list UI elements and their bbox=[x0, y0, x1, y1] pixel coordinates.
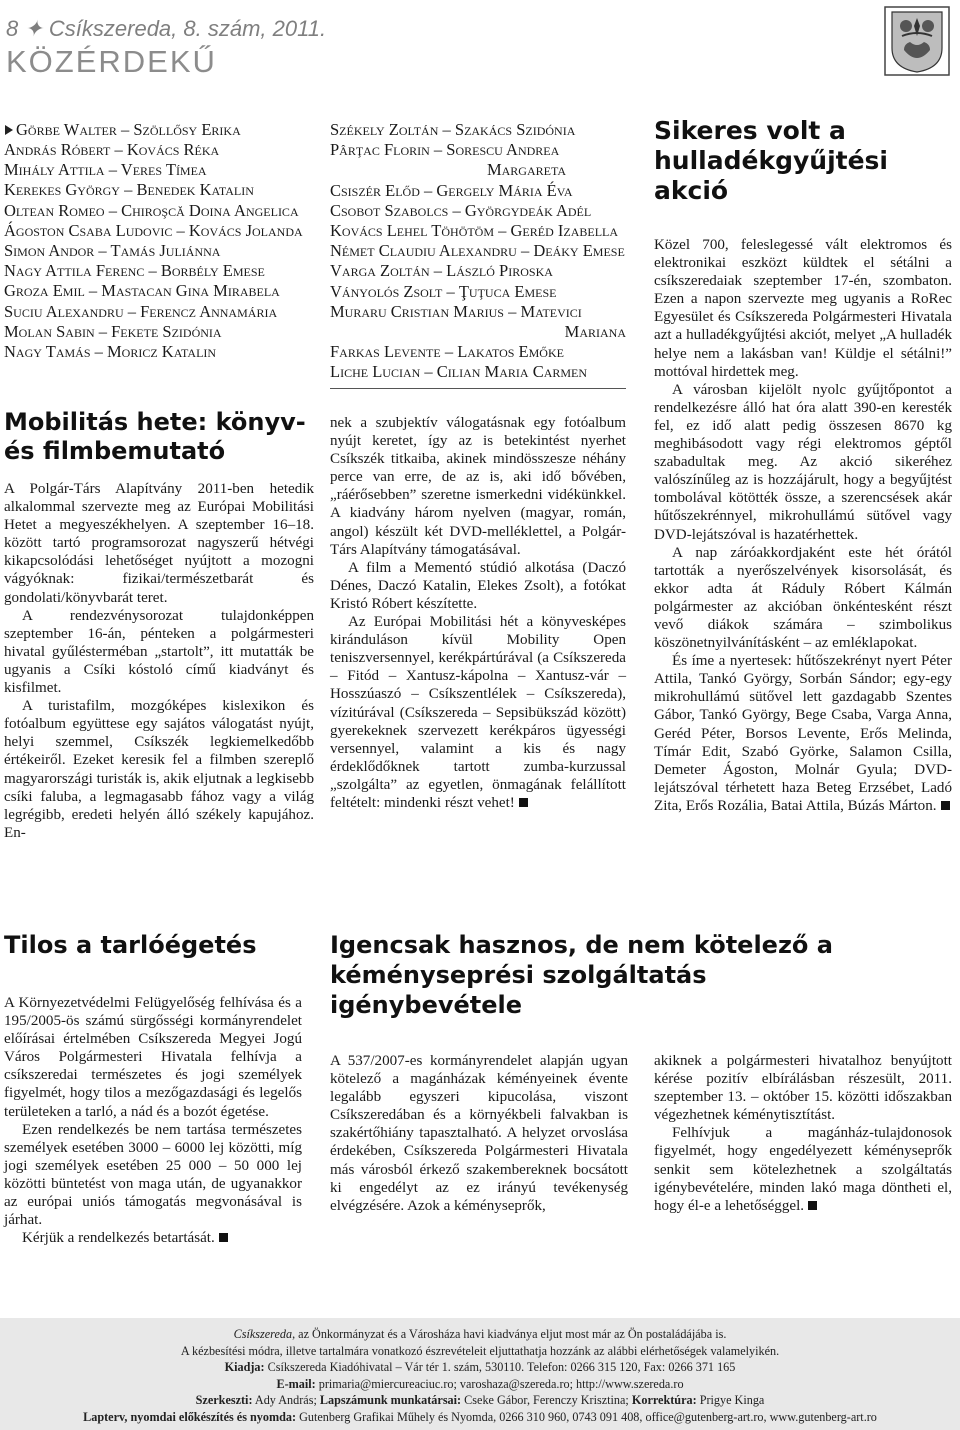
footer-line: Kiadja: Csíkszereda Kiadóhivatal – Vár tér 1. szám, 530110. Telefon: 0266 315 120, Fax: 0266 371 165 bbox=[224, 1360, 736, 1375]
couples-list-left bbox=[16, 120, 316, 140]
paragraph: A Környezetvédelmi Felügyelőség felhívása és a 195/2005-ös számú sürgősségi kormányrendelet előírásai értelmében Csíkszereda Megyei Jogú Város Polgármesteri Hivatala felhívja a csíkszeredai természetes és jogi személyek figyelmét, hogy tilos a mezőgazdasági és legelős területeken a tarló, a nád és a bozót égetése. bbox=[4, 995, 302, 1120]
couples-list-mid bbox=[330, 120, 626, 383]
couple-item: Csiszér Előd – Gergely Mária Éva bbox=[330, 180, 573, 200]
couple-item: Nagy Attila Ferenc – Borbély Emese bbox=[4, 261, 265, 281]
paragraph: Ezen rendelkezés be nem tartása természetes személyek esetében 3000 – 6000 lej közötti, míg jogi személyek esetében 25 000 – 50 000 lej közötti büntetést von maga után, de ugyanakkor az európai uniós támogatás megvonásával is járhat. bbox=[4, 1121, 302, 1229]
couple-item: Liche Lucian – Cilian Maria Carmen bbox=[330, 362, 588, 382]
end-mark-icon bbox=[941, 801, 950, 810]
couple-item: Oltean Romeo – Chiroşcă Doina Angelica bbox=[4, 200, 299, 220]
tilos-headline: Tilos a tarlóégetés bbox=[4, 931, 257, 959]
couple-item: Pârţac Florin – Sorescu Andrea bbox=[330, 140, 560, 160]
end-mark-icon bbox=[519, 798, 528, 807]
mobilitas-col2 bbox=[330, 414, 626, 812]
footer-line: Lapterv, nyomdai előkészítés és nyomda: Gutenberg Grafikai Műhely és Nyomda, 0266 310 960, 0743 091 408, office@gutenberg-art.ro, www.gutenberg-art.ro bbox=[83, 1409, 877, 1424]
paragraph: akiknek a polgármesteri hivatalhoz benyújtott kérése pozitív elbírálásban részesült, 2011. szeptember 13. – október 15. közötti időszakban végezhetnek kéménytisztítást. bbox=[654, 1053, 952, 1124]
couple-item: Molan Sabin – Fekete Szidónia bbox=[4, 321, 222, 341]
tilos-body bbox=[4, 994, 302, 1247]
couple-item: Mihály Attila – Veres Tímea bbox=[4, 160, 207, 180]
end-mark-icon bbox=[219, 1233, 228, 1242]
couple-item: Kerekes György – Benedek Katalin bbox=[4, 180, 254, 200]
paragraph: Közel 700, feleslegessé vált elektromos és elektronikai eszközt küldtek el sétálni a csíkszeredaiak szeptember 17-én, szombaton. Ezen a napon szervezte meg ugyanis a RoRec Egyesület és Csíkszereda Polgármesteri Hivatala azt a hulladékgyűjtési akciót, melyet „A hulladék helye nem a lakásban van! Küldje el sétálni!” mottóval hirdettek meg. bbox=[654, 237, 952, 380]
sikeres-headline: Sikeres volt a hulladékgyűjtési akció bbox=[654, 116, 888, 205]
sikeres-body bbox=[654, 236, 952, 815]
igencsak-col2 bbox=[654, 1052, 952, 1215]
paragraph: A 537/2007-es kormányrendelet alapján ugyan kötelező a magánházak kéményeinek évente legalább egyszeri kipucolása, viszont Csíkszeredában és a környékbeli falvakban is szakértőhiány tapasztalható. A helyzet orvoslása érdekében, Csíkszereda Polgármesteri Hivatala más városból érkező szakembereknek bocsátott ki engedélyt az ez irányú tevékenység elvégzésére. Azok a kéményseprők, bbox=[330, 1053, 628, 1214]
mobilitas-col1 bbox=[4, 480, 314, 842]
couple-item-continued: Margareta bbox=[486, 160, 566, 180]
paragraph: Kérjük a rendelkezés betartását. bbox=[4, 1229, 302, 1247]
paragraph: A Polgár-Társ Alapítvány 2011-ben hetedik alkalommal szervezte meg az Európai Mobilitási Hetet a megyeszékhelyen. A szeptember 16–18. között tartó programsorozat nagyszerű hétvégi kikapcsolódási lehetőséget nyújtott a mozogni vágyóknak: fizikai/természetbarát és gondolati/könyvbarát teret. bbox=[4, 481, 314, 606]
footer-line: Szerkeszti: Ady András; Lapszámunk munkatársai: Cseke Gábor, Ferenczy Krisztina; Korrektúra: Prigye Kinga bbox=[195, 1393, 765, 1408]
couple-item: Groza Emil – Mastacan Gina Mirabela bbox=[4, 281, 280, 301]
couple-item: Nagy Tamás – Moricz Katalin bbox=[4, 342, 217, 362]
footer-line: Csíkszereda, az Önkormányzat és a Városháza havi kiadványa eljut most már az Ön postaládájába is. bbox=[233, 1327, 727, 1341]
paragraph: A városban kijelölt nyolc gyűjtőpontot a rendelkezésre álló hat óra alatt 390-en keresték fel, ez idő alatt pedig összesen 8670 kg meghibásodott vagy régi elektromos géptől szabadultak meg. Az akció sikeréhez valószínűleg az is hozzájárult, hogy a begyűjtést tombolával kötötték össze, a szerencsések akár hűtőszekrénnyel, mikrohullámú sütővel vagy DVD-lejátszóval is hazatérhettek. bbox=[654, 381, 952, 543]
couple-item-continued: Mariana bbox=[564, 322, 626, 342]
issue-line: 8 ✦ Csíkszereda, 8. szám, 2011. bbox=[6, 16, 327, 41]
paragraph: A nap záróakkordjaként este hét órától tartották a nyerőszelvények kisorsolását, és ekkor adta át Ráduly Róbert Kálmán polgármester az akcióban önkéntesként részt vevő diákok számára – szimbolikus köszönetnyilvánításként – az emléklapokat. bbox=[654, 544, 952, 652]
couple-item: Székely Zoltán – Szakács Szidónia bbox=[330, 120, 576, 139]
couple-item: Görbe Walter – Szöllősy Erika bbox=[16, 120, 241, 139]
section-title: KÖZÉRDEKŰ bbox=[6, 44, 217, 79]
bullet-triangle-icon bbox=[4, 124, 14, 136]
couple-item: Kovács Lehel Töhötöm – Geréd Izabella bbox=[330, 221, 619, 241]
paragraph: A turistafilm, mozgóképes kislexikon és fotóalbum együttese egy sajátos válogatást nyújt, helyi szemmel, Csíkszék legkiemelkedőbb értékeiről. Ezeket keresik fel a filmben szereplő magyarországi turisták is, akik eljutnak a legkisebb csíki faluba, a legmagasabb fához vagy a világ legrégibb, eredeti helyén álló székely kapujához. En- bbox=[4, 698, 314, 841]
paragraph: Az Európai Mobilitási hét a könyvesképes kiránduláson kívül Mobility Open teniszversennyel, kerékpártúrával (a Csíkszereda – Fitód – Xantusz-kápolna – Xantusz-vár – Hosszúaszó – Csíkszentlélek – Csíkszereda), vízitúrával (Csíkszereda – Sepsibükszád között) gyerekeknek szervezett kerékpáros ügyességi versennyel, valamint a kis és nagy érdeklődőknek tartott zumba-kurzussal „szolgálta” az egyetlen, önmagának felállított feltételt: mindenki részt vehet! bbox=[330, 614, 626, 811]
paragraph: Felhívjuk a magánház-tulajdonosok figyelmét, hogy engedélyezett kéményseprők senkit sem kötelezhetnek a szolgáltatás igénybevételére, minden lakó maga döntheti el, hogy él-e a lehetőséggel. bbox=[654, 1125, 952, 1214]
city-crest-icon bbox=[884, 6, 950, 76]
igencsak-headline: Igencsak hasznos, de nem kötelező a kéményseprési szolgáltatás igénybevétele bbox=[330, 931, 833, 1019]
couple-item: Farkas Levente – Lakatos Emőke bbox=[330, 342, 564, 362]
couple-item: Simon Andor – Tamás Juliánna bbox=[4, 241, 221, 261]
couple-item: Csobot Szabolcs – Györgydeák Adél bbox=[330, 200, 592, 220]
divider bbox=[330, 388, 626, 389]
paragraph: És íme a nyertesek: hűtőszekrényt nyert Péter Attila, Tankó György, Sorbán Sándor; egy-egy mikrohullámú sütővel lett gazdagabb Szentes Gábor, Tankó György, Bege Csaba, Varga Anna, Geréd Péter, Borsos Levente, Erős Melinda, Tímár Edit, Szabó Györke, Salamon Csilla, Demeter Ágoston, Molnár Gyula; DVD-lejátszóval térhetett haza Beteg Erzsébet, Ladó Zita, Erős Rozália, Batai Attila, Búzás Márton. bbox=[654, 653, 952, 814]
footer-line: E-mail: primaria@miercureaciuc.ro; varoshaza@szereda.ro; http://www.szereda.ro bbox=[276, 1376, 684, 1391]
mobilitas-headline: Mobilitás hete: könyv- és filmbemutató bbox=[4, 408, 306, 465]
paragraph: nek a szubjektív válogatásnak egy fotóalbum nyújt keretet, így az is betekintést nyerhet Csíkszék titkaiba, akinek mindösszesze néhány perce van erre, de az is, aki idő bővében, „ráérősebben” szeretne ismerkedni vidékünkkel. A kiadvány három nyelven (magyar, román, angol) készült két DVD-melléklettel, a Polgár-Társ Alapítvány támogatásával. bbox=[330, 415, 626, 558]
paragraph: A rendezvénysorozat tulajdonképpen szeptember 16-án, pénteken a polgármesteri hivatal gyűlésterméban „startolt”, itt mutatták be ugyanis a Csíki kóstoló című kiadványt és kisfilmet. bbox=[4, 607, 314, 697]
couple-item: Muraru Cristian Marius – Matevici bbox=[330, 301, 582, 321]
footer-line: A kézbesítési módra, illetve tartalmára vonatkozó észrevételeit eljuttathatja hozzánk az alábbi elérhetőségek valamelyikén. bbox=[180, 1343, 780, 1358]
couples-list-left-rest bbox=[4, 140, 314, 362]
couple-item: Suciu Alexandru – Ferencz Annamária bbox=[4, 301, 278, 321]
igencsak-col1 bbox=[330, 1052, 628, 1215]
paragraph: A film a Mementó stúdió alkotása (Daczó Dénes, Daczó Katalin, Elekes Zsolt), a fotókat Kristó Róbert készítette. bbox=[330, 559, 626, 612]
couple-item: Ványolós Zsolt – Ţuţuca Emese bbox=[330, 281, 557, 301]
couple-item: Német Claudiu Alexandru – Deáky Emese bbox=[330, 241, 625, 261]
couple-item: András Róbert – Kovács Réka bbox=[4, 140, 220, 159]
couple-item: Ágoston Csaba Ludovic – Kovács Jolanda bbox=[4, 220, 303, 240]
couple-item: Varga Zoltán – László Piroska bbox=[330, 261, 553, 281]
footer-imprint bbox=[0, 1318, 960, 1430]
end-mark-icon bbox=[808, 1201, 817, 1210]
